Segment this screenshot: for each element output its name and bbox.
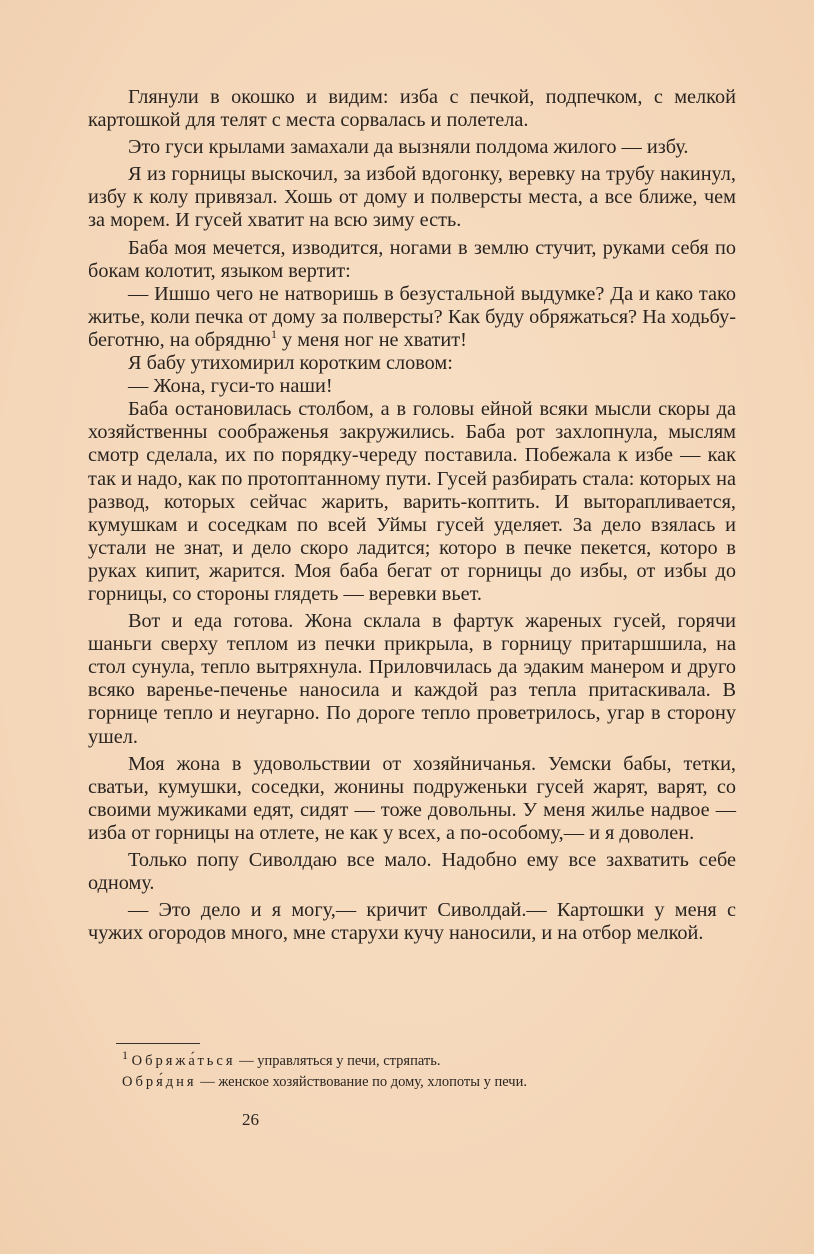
footnotes: [122, 1048, 722, 1093]
footnote-definition: — женское хозяйствование по дому, хлопоты у печи.: [196, 1074, 527, 1090]
footnote-definition: — управляться у печи, стряпать.: [235, 1053, 441, 1069]
footnote-term: Обряжа́ться: [131, 1053, 236, 1069]
paragraph-5: [88, 283, 736, 352]
footnote-term: Обря́дня: [122, 1074, 197, 1090]
paragraph-6: Я бабу утихомирил коротким словом:: [128, 352, 453, 375]
footnote-marker: 1: [122, 1048, 128, 1063]
paragraph-10: Моя жона в удовольствии от хозяйничанья. Уемски бабы, тетки, сватьи, кумушки, соседки, жонины подруженьки гусей жарят, варят, со своими мужиками едят, сидят — тоже довольны. У меня жилье надвое — изба от горницы на отлете, не как у всех, а по-особому,— и я доволен.: [88, 752, 736, 844]
page-number: 26: [242, 1110, 259, 1129]
paragraph-2: Это гуси крылами замахали да вызняли полдома жилого — избу.: [128, 136, 689, 159]
paragraph-5-text-before: — Ишшо чего не натворишь в безустальной выдумке? Да и како тако житье, коли печка от дому за полверсты? Как буду обряжаться? На ходьбу-беготню, на обрядню: [88, 282, 736, 351]
paragraph-8: Баба остановилась столбом, а в головы ейной всяки мысли скоры да хозяйственны соображенья закружились. Баба рот захлопнула, мыслям смотр сделала, их по порядку-череду поставила. Побежала к избе — как так и надо, как по протоптанному пути. Гусей разбирать стала: которых на развод, которых сейчас жарить, варить-коптить. И выторапливается, кумушкам и соседкам по всей Уймы гусей уделяет. За дело взялась и устали не знат, и дело скоро ладится; которо в печке пекется, которо в руках кипит, жарится. Моя баба бегат от горницы до избы, от избы до горницы, со стороны глядеть — веревки вьет.: [88, 398, 736, 605]
paragraph-5-text-after: у меня ног не хватит!: [276, 328, 467, 351]
paragraph-4: Баба моя мечется, изводится, ногами в землю стучит, руками себя по бокам колотит, языком вертит:: [88, 236, 736, 282]
paragraph-12: — Это дело и я могу,— кричит Сиволдай.— Картошки у меня с чужих огородов много, мне старухи кучу наносили, и на отбор мелкой.: [88, 899, 736, 945]
body-text: [88, 86, 736, 949]
paragraph-7: — Жона, гуси-то наши!: [128, 375, 333, 398]
footnote-divider: [116, 1043, 200, 1044]
footnote-1: [122, 1048, 722, 1072]
paragraph-9: Вот и еда готова. Жона склала в фартук жареных гусей, горячи шаньги сверху теплом из печки прикрыла, в горницу притаршшила, на стол сунула, тепло вытряхнула. Приловчилась да эдаким манером и друго всяко варенье-печенье наносила и каждой раз тепла притаскивала. В горнице тепло и неугарно. По дороге тепло проветрилось, угар в сторону ушел.: [88, 610, 736, 748]
footnote-reference: 1: [270, 327, 277, 342]
paragraph-1: Глянули в окошко и видим: изба с печкой, подпечком, с мелкой картошкой для телят с места сорвалась и полетела.: [88, 86, 736, 132]
paragraph-11: Только попу Сиволдаю все мало. Надобно ему все захватить себе одному.: [88, 849, 736, 895]
footnote-2: [122, 1072, 722, 1093]
paragraph-3: Я из горницы выскочил, за избой вдогонку, веревку на трубу накинул, избу к колу привязал. Хошь от дому и полверсты места, а все ближе, чем за морем. И гусей хватит на всю зиму есть.: [88, 163, 736, 232]
